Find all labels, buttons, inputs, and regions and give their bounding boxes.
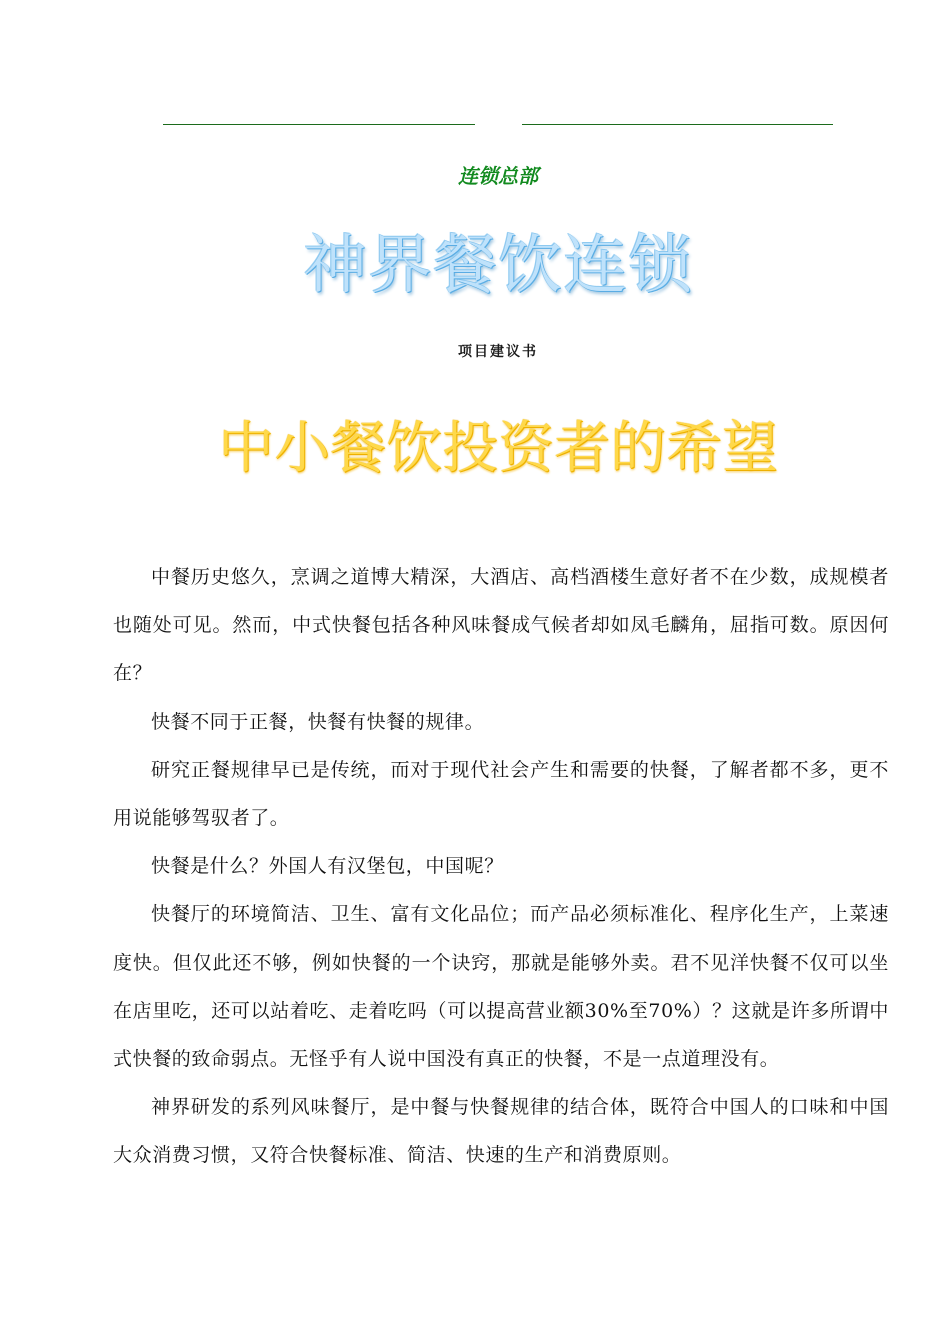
department-label: 连锁总部 [458,164,538,188]
document-type: 项目建议书 [458,344,538,360]
paragraph: 快餐厅的环境简洁、卫生、富有文化品位；而产品必须标准化、程序化生产，上菜速度快。但仅此还不够，例如快餐的一个诀窍，那就是能够外卖。君不见洋快餐不仅可以坐在店里吃，还可以站着吃、走着吃吗（可以提高营业额30%至70%）？这就是许多所谓中式快餐的致命弱点。无怪乎有人说中国没有真正的快餐，不是一点道理没有。 [113,903,889,1071]
brand-title: 神界餐饮连锁 [303,229,693,303]
body-text [113,553,889,1180]
paragraph: 中餐历史悠久，烹调之道博大精深，大酒店、高档酒楼生意好者不在少数，成规模者也随处可见。然而，中式快餐包括各种风味餐成气候者却如凤毛麟角，屈指可数。原因何在？ [113,566,889,685]
header-rule-right [522,124,833,125]
paragraph: 快餐是什么？外国人有汉堡包，中国呢？ [151,855,504,878]
header-rule-left [163,124,475,125]
paragraph: 快餐不同于正餐，快餐有快餐的规律。 [151,710,485,733]
paragraph: 研究正餐规律早已是传统，而对于现代社会产生和需要的快餐，了解者都不多，更不用说能够驾驭者了。 [113,758,889,830]
slogan-heading: 中小餐饮投资者的希望 [218,416,778,481]
paragraph: 神界研发的系列风味餐厅，是中餐与快餐规律的结合体，既符合中国人的口味和中国大众消费习惯，又符合快餐标准、简洁、快速的生产和消费原则。 [113,1096,889,1167]
